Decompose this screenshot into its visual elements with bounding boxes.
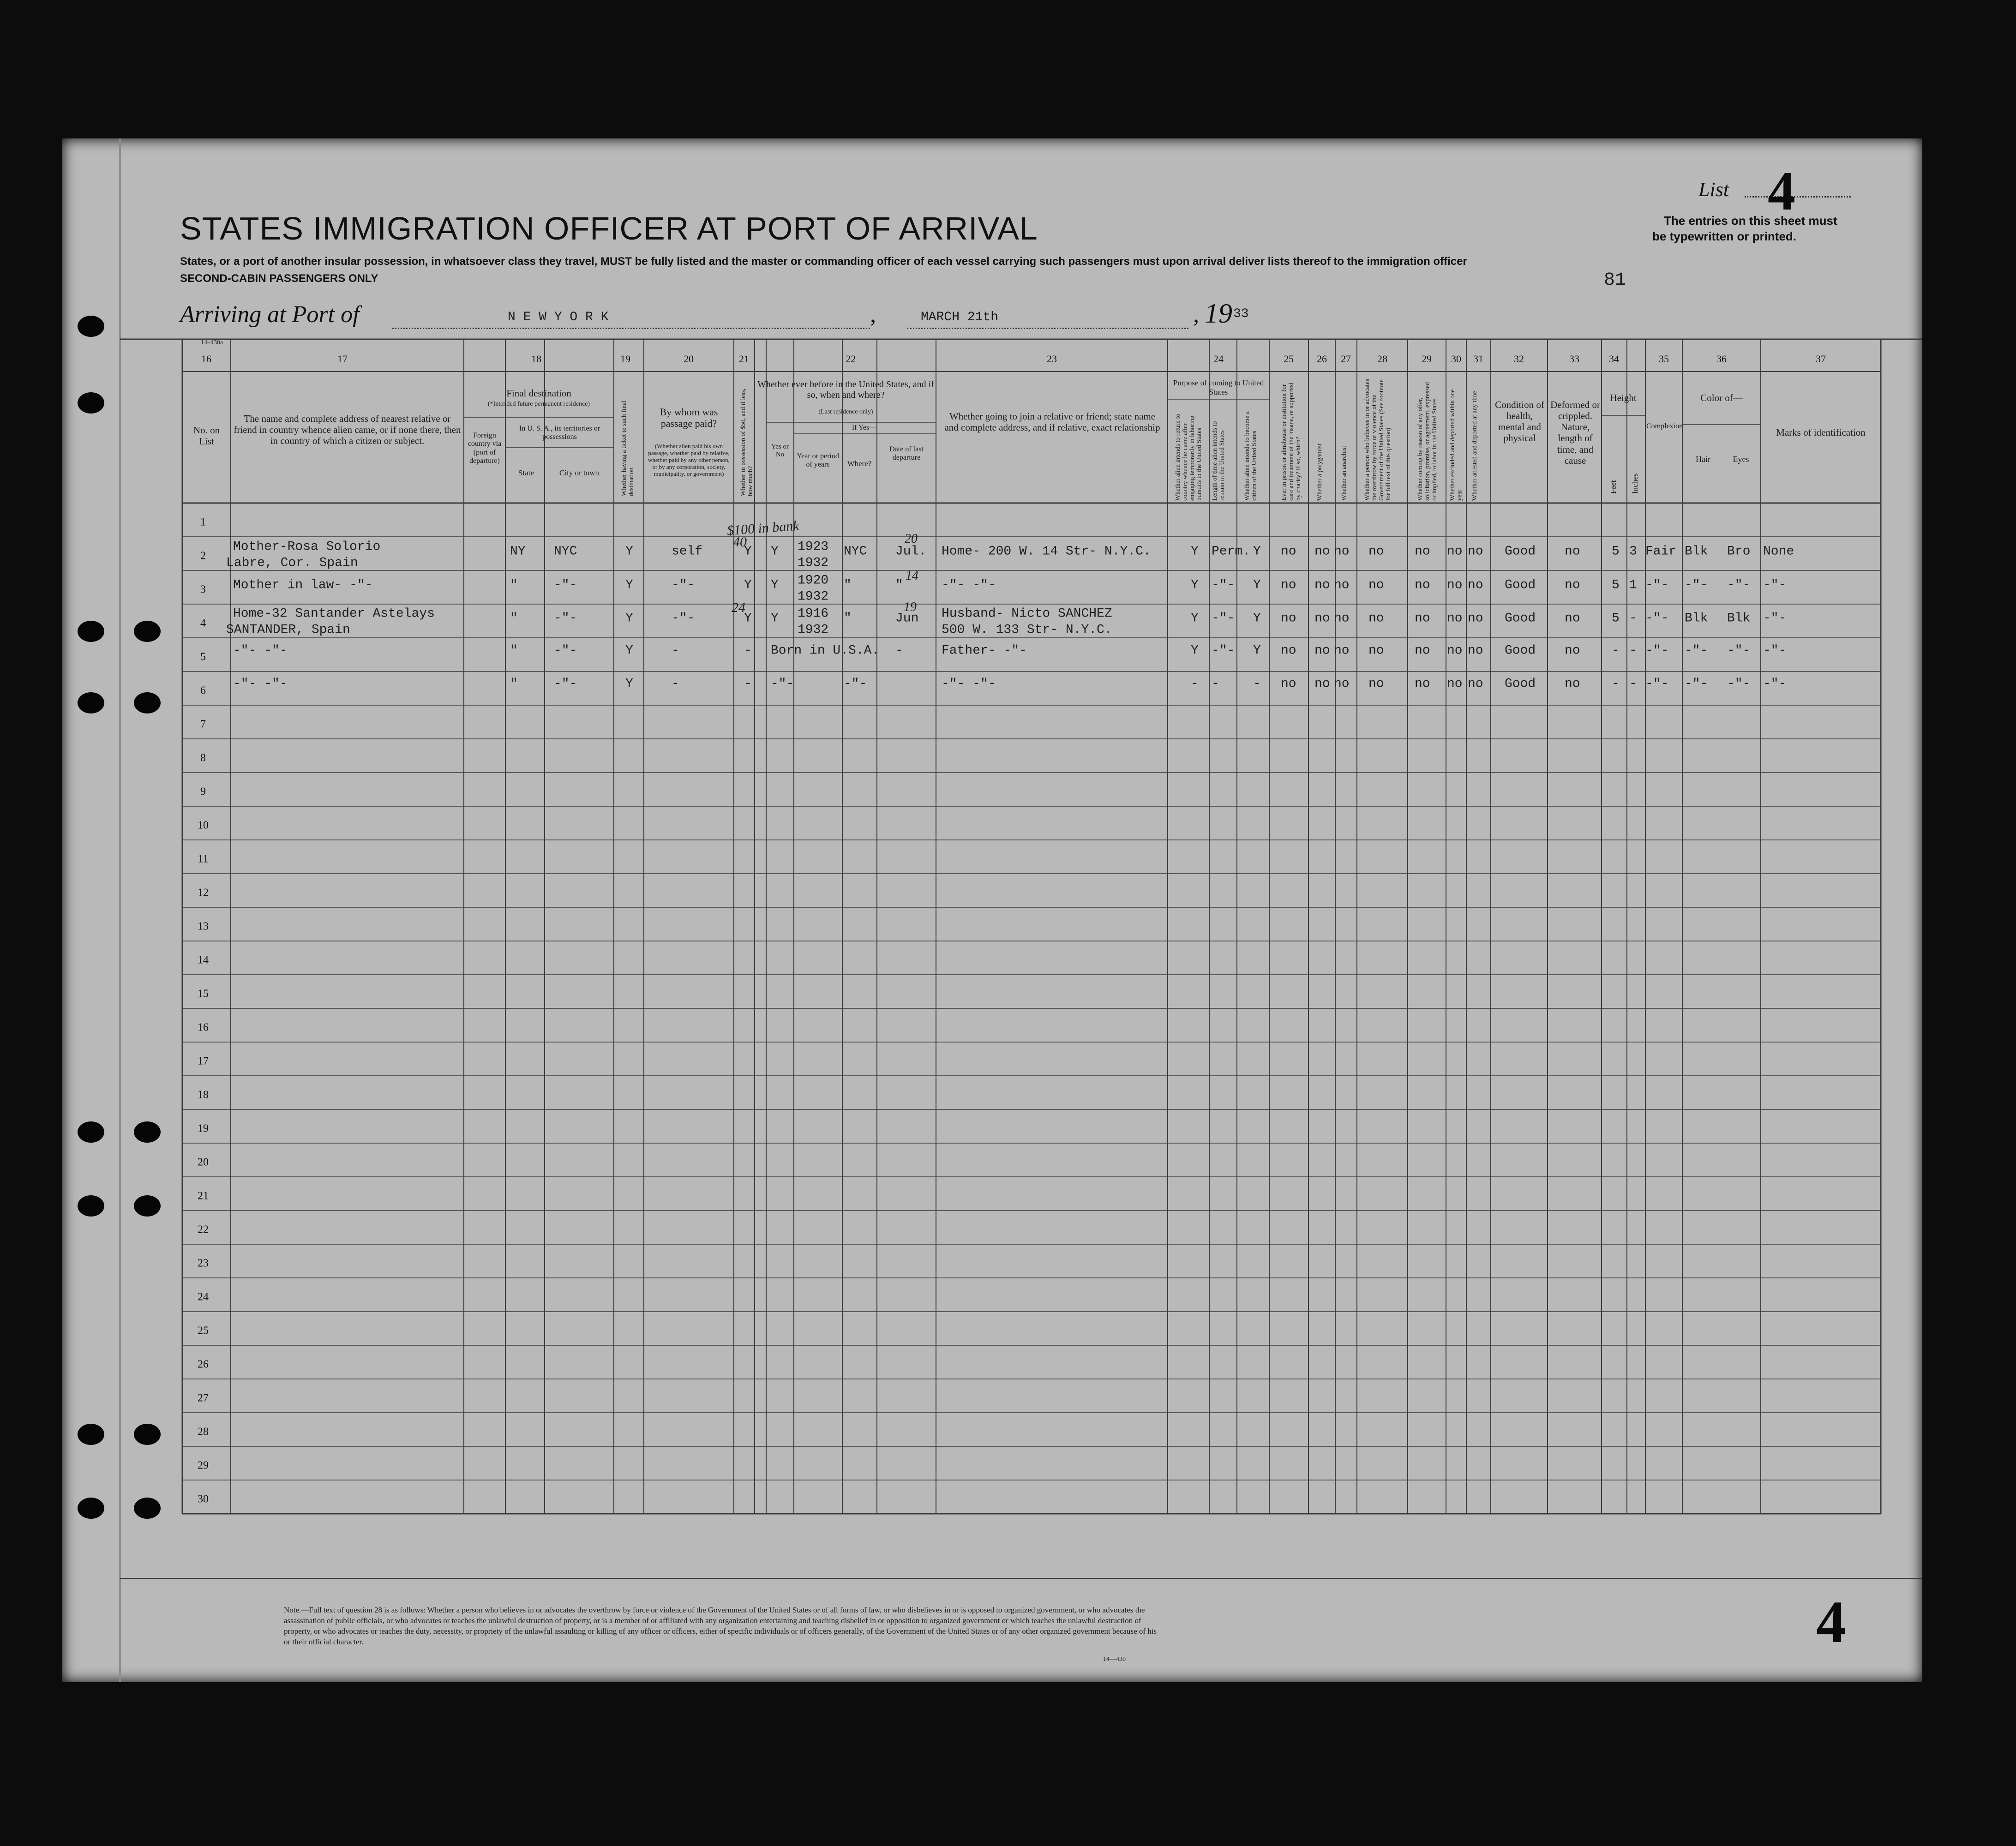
arriving-label: Arriving at Port of xyxy=(180,301,360,328)
cell-q25: no xyxy=(1281,578,1296,593)
cell-join: -"- -"- xyxy=(942,677,996,691)
row-number: 29 xyxy=(198,1459,209,1471)
column-number: 18 xyxy=(531,353,541,365)
row-number: 11 xyxy=(198,853,209,865)
cell-addr1: Mother-Rosa Solorio xyxy=(233,539,381,554)
cell-city: -"- xyxy=(554,578,577,593)
cell-hair: -"- xyxy=(1685,677,1708,691)
header-complexion: Complexion xyxy=(1646,422,1683,430)
cell-feet: 5 xyxy=(1612,578,1620,593)
header-purpose-a: Whether alien intends to return to country whence he came after engaging temporarily in laboring pursuits in the United States xyxy=(1175,414,1203,501)
row-number: 24 xyxy=(198,1291,209,1303)
cell-hair: -"- xyxy=(1685,643,1708,658)
column-number: 23 xyxy=(1047,353,1057,365)
row-number: 27 xyxy=(198,1392,209,1404)
header-relative-address: The name and complete address of nearest relative or friend in country whence alien came, or if none there, then in country of which a citizen or subject. xyxy=(234,413,461,447)
cell-q30: no xyxy=(1447,677,1463,691)
cell-ticket: Y xyxy=(625,611,633,626)
row-number: 18 xyxy=(198,1089,209,1101)
cell-q27: no xyxy=(1334,578,1350,593)
cell-q28: no xyxy=(1368,643,1384,658)
column-number: 30 xyxy=(1451,353,1461,365)
cell-complexion: -"- xyxy=(1645,611,1669,626)
cell-deformed: no xyxy=(1565,544,1580,559)
cell-paid: self xyxy=(672,544,703,559)
cell-q26: no xyxy=(1314,643,1330,658)
cell-years1: 1920 xyxy=(798,573,829,588)
cell-q27: no xyxy=(1334,643,1350,658)
page-title: STATES IMMIGRATION OFFICER AT PORT OF ARRIVAL xyxy=(180,210,1038,246)
row-number: 3 xyxy=(200,583,206,595)
header-state: State xyxy=(518,468,534,477)
column-number: 32 xyxy=(1514,353,1524,365)
cell-eyes: -"- xyxy=(1727,643,1751,658)
cell-p_b: Perm. xyxy=(1212,544,1251,559)
column-number: 24 xyxy=(1213,353,1224,365)
cell-marks: -"- xyxy=(1763,643,1787,658)
cell-marks: -"- xyxy=(1763,611,1787,626)
cell-deformed: no xyxy=(1565,611,1580,626)
cell-p_b: -"- xyxy=(1212,643,1235,658)
cell-date: Jul. xyxy=(895,544,927,559)
cell-join: Father- -"- xyxy=(942,643,1027,658)
handwritten-date-value: 19 xyxy=(904,600,917,614)
cell-ticket: Y xyxy=(625,643,633,658)
entries-note-1: The entries on this sheet must xyxy=(1664,214,1837,228)
cell-p_a: - xyxy=(1191,677,1199,691)
cell-before: Y xyxy=(771,544,779,559)
header-color: Color of— xyxy=(1700,392,1743,403)
cell-paid: - xyxy=(672,643,679,658)
header-last-departure: Date of last departure xyxy=(889,445,924,462)
cell-inches: - xyxy=(1629,677,1637,691)
cell-date: " xyxy=(895,578,903,593)
list-number: 4 xyxy=(1768,160,1795,222)
cell-money: Y xyxy=(744,544,752,559)
header-q30: Whether excluded and deported within one year xyxy=(1449,389,1464,501)
cell-p_c: - xyxy=(1253,677,1261,691)
header-foreign-country: Foreign country via (port of departure) xyxy=(468,432,502,465)
column-number: 22 xyxy=(846,353,856,365)
cell-q29: no xyxy=(1415,578,1430,593)
cell-state: " xyxy=(510,677,518,691)
form-code-bottom: 14—430 xyxy=(1103,1656,1126,1663)
header-q29: Whether coming by reason of any offer, solicitation, promise, or agreement, expressed or implied, to labor in the United States xyxy=(1417,382,1438,501)
column-number: 27 xyxy=(1341,353,1351,365)
cell-q25: no xyxy=(1281,677,1296,691)
header-eyes: Eyes xyxy=(1733,455,1749,464)
handwritten-money-value: 24 xyxy=(732,600,745,615)
cell-years1: 1923 xyxy=(798,539,829,554)
cell-ticket: Y xyxy=(625,677,633,691)
cell-q25: no xyxy=(1281,611,1296,626)
cell-q26: no xyxy=(1314,578,1330,593)
header-ticket: Whether having a ticket to such final destination xyxy=(621,401,635,496)
cell-q27: no xyxy=(1334,544,1350,559)
cell-q30: no xyxy=(1447,611,1463,626)
header-health: Condition of health, mental and physical xyxy=(1495,399,1544,444)
row-number: 1 xyxy=(200,516,206,528)
column-number: 21 xyxy=(739,353,749,365)
cell-inches: 1 xyxy=(1629,578,1637,593)
cell-city: -"- xyxy=(554,643,577,658)
cell-feet: 5 xyxy=(1612,544,1620,559)
column-number: 26 xyxy=(1317,353,1327,365)
header-yes-no: Yes or No xyxy=(771,443,789,459)
cell-q29: no xyxy=(1415,677,1430,691)
cell-q28: no xyxy=(1368,611,1384,626)
cell-eyes: Bro xyxy=(1727,544,1751,559)
cell-where: -"- xyxy=(844,677,867,691)
cell-before: -"- xyxy=(771,677,794,691)
header-height: Height xyxy=(1610,392,1637,403)
cell-q31: no xyxy=(1468,677,1483,691)
cell-city: -"- xyxy=(554,677,577,691)
cell-q27: no xyxy=(1334,677,1350,691)
cell-q26: no xyxy=(1314,611,1330,626)
column-number: 25 xyxy=(1284,353,1294,365)
port-name: N E W Y O R K xyxy=(508,310,609,324)
row-number: 4 xyxy=(200,617,206,629)
row-number: 20 xyxy=(198,1156,209,1168)
cell-q29: no xyxy=(1415,611,1430,626)
arrival-date: MARCH 21th xyxy=(921,310,999,324)
row-number: 16 xyxy=(198,1021,209,1033)
handwritten-date-value: 20 xyxy=(905,532,918,546)
header-city: City or town xyxy=(559,468,599,477)
column-number: 37 xyxy=(1816,353,1826,365)
header-year-period: Year or period of years xyxy=(797,452,839,469)
cell-health: Good xyxy=(1505,677,1536,691)
cell-years2: 1932 xyxy=(798,556,829,570)
cell-addr1: -"- -"- xyxy=(233,677,288,691)
cell-ticket: Y xyxy=(625,544,633,559)
header-purpose-c: Whether alien intends to become a citizen of the United States xyxy=(1244,411,1258,501)
year-prefix: 19 xyxy=(1205,298,1232,329)
header-marks: Marks of identification xyxy=(1776,427,1866,438)
header-q28: Whether a person who believes in or advocates the overthrow by force or violence of the Government of the United States (See footnote for full text of this question) xyxy=(1364,379,1392,501)
cell-q26: no xyxy=(1314,544,1330,559)
column-number: 20 xyxy=(684,353,694,365)
cell-where: " xyxy=(844,578,852,593)
cell-p_c: Y xyxy=(1253,578,1261,593)
cell-join: Home- 200 W. 14 Str- N.Y.C. xyxy=(942,544,1151,559)
row-number: 7 xyxy=(200,718,206,730)
cell-q26: no xyxy=(1314,677,1330,691)
cell-paid: -"- xyxy=(672,578,695,593)
row-number: 12 xyxy=(198,887,209,899)
header-before-in-us: Whether ever before in the United States, and if so, when and where? xyxy=(757,379,934,400)
cell-health: Good xyxy=(1505,643,1536,658)
cell-hair: Blk xyxy=(1685,544,1708,559)
row-number: 6 xyxy=(200,684,206,696)
cell-inches: - xyxy=(1629,643,1637,658)
header-deformed: Deformed or crippled. Nature, length of time, and cause xyxy=(1550,399,1600,466)
header-if-yes: If Yes— xyxy=(852,424,877,432)
cell-p_a: Y xyxy=(1191,643,1199,658)
cell-money: - xyxy=(744,677,752,691)
cell-p_a: Y xyxy=(1191,578,1199,593)
cell-eyes: -"- xyxy=(1727,677,1751,691)
cell-date: - xyxy=(895,643,903,658)
header-before-sub: (Last residence only) xyxy=(818,408,873,415)
header-no-on-list: No. on List xyxy=(193,425,220,447)
cell-inches: - xyxy=(1629,611,1637,626)
cell-q28: no xyxy=(1368,578,1384,593)
row-number: 25 xyxy=(198,1325,209,1337)
header-prison: Ever in prison or almshouse or institution for care and treatment of the insane, or supported by charity? If so, which? xyxy=(1281,383,1302,501)
year-suffix: 33 xyxy=(1233,307,1249,321)
cell-join: -"- -"- xyxy=(942,578,996,593)
cell-state: " xyxy=(510,643,518,658)
column-number: 34 xyxy=(1609,353,1619,365)
row-number: 17 xyxy=(198,1055,209,1067)
row-number: 19 xyxy=(198,1122,209,1134)
cell-paid: -"- xyxy=(672,611,695,626)
row-number: 13 xyxy=(198,920,209,932)
cell-p_c: Y xyxy=(1253,544,1261,559)
handwritten-money-note: $100 in bank xyxy=(726,518,800,539)
comma: , xyxy=(870,301,876,328)
cell-addr1: Home-32 Santander Astelays xyxy=(233,606,435,621)
row-number: 26 xyxy=(198,1358,209,1370)
cell-paid: - xyxy=(672,677,679,691)
cell-complexion: Fair xyxy=(1645,544,1677,559)
column-number: 19 xyxy=(620,353,630,365)
header-passage-paid-sub: (Whether alien paid his own passage, whether paid by relative, whether paid by any other person, or by any corporation, society, municipality, or government) xyxy=(648,443,730,477)
cell-addr2: SANTANDER, Spain xyxy=(226,623,350,637)
cell-date: Jun xyxy=(895,611,919,626)
cell-money: Y xyxy=(744,578,752,593)
bottom-list-number: 4 xyxy=(1816,1589,1846,1655)
cell-years1: 1916 xyxy=(798,606,829,621)
column-number: 36 xyxy=(1716,353,1727,365)
header-feet: Feet xyxy=(1609,480,1618,494)
cell-q30: no xyxy=(1447,578,1463,593)
cell-q28: no xyxy=(1368,677,1384,691)
header-final-destination: Final destination xyxy=(506,388,571,399)
cell-health: Good xyxy=(1505,611,1536,626)
cell-before: Y xyxy=(771,578,779,593)
cell-health: Good xyxy=(1505,578,1536,593)
cell-money: Y xyxy=(744,611,752,626)
comma: , xyxy=(1193,301,1199,328)
header-where: Where? xyxy=(847,459,872,468)
list-label: List xyxy=(1698,178,1729,201)
row-number: 21 xyxy=(198,1190,209,1202)
cell-hair: Blk xyxy=(1685,611,1708,626)
cabin-class: SECOND-CABIN PASSENGERS ONLY xyxy=(180,272,378,285)
handwritten-money-value: 40 xyxy=(733,534,747,550)
entries-note-2: be typewritten or printed. xyxy=(1652,229,1797,243)
column-number: 28 xyxy=(1377,353,1387,365)
row-number: 14 xyxy=(198,954,209,966)
cell-state: " xyxy=(510,578,518,593)
row-number: 30 xyxy=(198,1493,209,1505)
cell-p_a: Y xyxy=(1191,611,1199,626)
cell-city: NYC xyxy=(554,544,577,559)
header-q31: Whether arrested and deported at any time xyxy=(1471,391,1478,501)
header-inches: Inches xyxy=(1631,473,1639,494)
cell-p_b: - xyxy=(1212,677,1219,691)
cell-q29: no xyxy=(1415,544,1430,559)
footnote: Note.—Full text of question 28 is as follows: Whether a person who believes in or advocates the overthrow by force or violence of the Government of the United States or of all forms of law, or who disbelieves in or is opposed to organized government, or who advocates the assassination of public officials, or who advocates or teaches the unlawful destruction of property, or is a member of or affiliated with any organization entertaining and teaching disbelief in or opposition to organized government or which teaches the unlawful destruction of property, or who advocates or teaches the duty, necessity, or propriety of the unlawful assaulting or killing of any officer or officers, either of specific individuals or of officers generally, of the Government of the United States or of any other organized government because of his or their official character. xyxy=(284,1606,1157,1646)
column-number: 29 xyxy=(1422,353,1432,365)
cell-feet: 5 xyxy=(1612,611,1620,626)
header-purpose: Purpose of coming to United States xyxy=(1173,378,1264,396)
cell-p_b: -"- xyxy=(1212,578,1235,593)
handwritten-date-value: 14 xyxy=(906,569,918,583)
cell-p_c: Y xyxy=(1253,611,1261,626)
cell-marks: -"- xyxy=(1763,578,1787,593)
cell-state: NY xyxy=(510,544,526,559)
cell-addr1: -"- -"- xyxy=(233,643,288,658)
cell-deformed: no xyxy=(1565,578,1580,593)
cell-q31: no xyxy=(1468,611,1483,626)
cell-money: - xyxy=(744,643,752,658)
cell-state: " xyxy=(510,611,518,626)
cell-p_b: -"- xyxy=(1212,611,1235,626)
cell-join: Husband- Nicto SANCHEZ xyxy=(942,606,1112,621)
row-number: 8 xyxy=(200,752,206,764)
cell-complexion: -"- xyxy=(1645,643,1669,658)
column-number: 16 xyxy=(201,353,211,365)
cell-q31: no xyxy=(1468,544,1483,559)
column-number: 17 xyxy=(337,353,348,365)
header-purpose-b: Length of time alien intends to remain in the United States xyxy=(1212,421,1226,501)
header-hair: Hair xyxy=(1696,455,1710,464)
row-number: 9 xyxy=(200,785,206,797)
page-number: 81 xyxy=(1604,270,1626,291)
header-polygamist: Whether a polygamist xyxy=(1316,444,1323,501)
cell-feet: - xyxy=(1612,677,1620,691)
row-number: 15 xyxy=(198,988,209,1000)
cell-where: NYC xyxy=(844,544,867,559)
cell-addr2: Labre, Cor. Spain xyxy=(226,556,358,570)
header-final-destination-sub: (*Intended future permanent residence) xyxy=(487,401,590,408)
cell-ticket: Y xyxy=(625,578,633,593)
row-number: 5 xyxy=(200,651,206,663)
cell-p_c: Y xyxy=(1253,643,1261,658)
cell-q31: no xyxy=(1468,578,1483,593)
cell-city: -"- xyxy=(554,611,577,626)
cell-deformed: no xyxy=(1565,677,1580,691)
cell-q31: no xyxy=(1468,643,1483,658)
header-join-relative: Whether going to join a relative or friend; state name and complete address, and if relative, exact relationship xyxy=(944,411,1160,433)
cell-q27: no xyxy=(1334,611,1350,626)
header-in-usa: In U. S. A., its territories or possessions xyxy=(519,425,600,441)
cell-eyes: -"- xyxy=(1727,578,1751,593)
row-number: 22 xyxy=(198,1223,209,1235)
row-number: 28 xyxy=(198,1426,209,1438)
header-anarchist: Whether an anarchist xyxy=(1341,446,1348,501)
cell-p_a: Y xyxy=(1191,544,1199,559)
cell-hair: -"- xyxy=(1685,578,1708,593)
cell-q29: no xyxy=(1415,643,1430,658)
header-fifty-dollars: Whether in possession of $50, and if less, how much? xyxy=(740,389,754,496)
cell-complexion: -"- xyxy=(1645,578,1669,593)
cell-years2: 1932 xyxy=(798,623,829,637)
cell-feet: - xyxy=(1612,643,1620,658)
cell-inches: 3 xyxy=(1629,544,1637,559)
cell-q28: no xyxy=(1368,544,1384,559)
cell-q30: no xyxy=(1447,643,1463,658)
cell-marks: None xyxy=(1763,544,1794,559)
cell-eyes: Blk xyxy=(1727,611,1751,626)
column-number: 35 xyxy=(1659,353,1669,365)
row-number: 10 xyxy=(198,819,209,831)
cell-addr1: Mother in law- -"- xyxy=(233,578,373,593)
header-passage-paid: By whom was passage paid? xyxy=(660,406,718,430)
cell-join2: 500 W. 133 Str- N.Y.C. xyxy=(942,623,1112,637)
cell-before: Born in U.S.A. xyxy=(771,643,880,658)
form-code-top: 14–430a xyxy=(201,339,223,346)
cell-years2: 1932 xyxy=(798,589,829,604)
cell-health: Good xyxy=(1505,544,1536,559)
cell-deformed: no xyxy=(1565,643,1580,658)
cell-complexion: -"- xyxy=(1645,677,1669,691)
cell-where: " xyxy=(844,611,852,626)
cell-q25: no xyxy=(1281,544,1296,559)
instruction-text: States, or a port of another insular possession, in whatsoever class they travel, MUST be fully listed and the master or commanding officer of each vessel carrying such passengers must upon arrival deliver lists thereof to the immigration officer xyxy=(180,255,1467,268)
row-number: 23 xyxy=(198,1257,209,1269)
cell-q25: no xyxy=(1281,643,1296,658)
cell-before: Y xyxy=(771,611,779,626)
column-number: 31 xyxy=(1473,353,1483,365)
column-number: 33 xyxy=(1569,353,1579,365)
cell-q30: no xyxy=(1447,544,1463,559)
row-number: 2 xyxy=(200,550,206,562)
cell-marks: -"- xyxy=(1763,677,1787,691)
